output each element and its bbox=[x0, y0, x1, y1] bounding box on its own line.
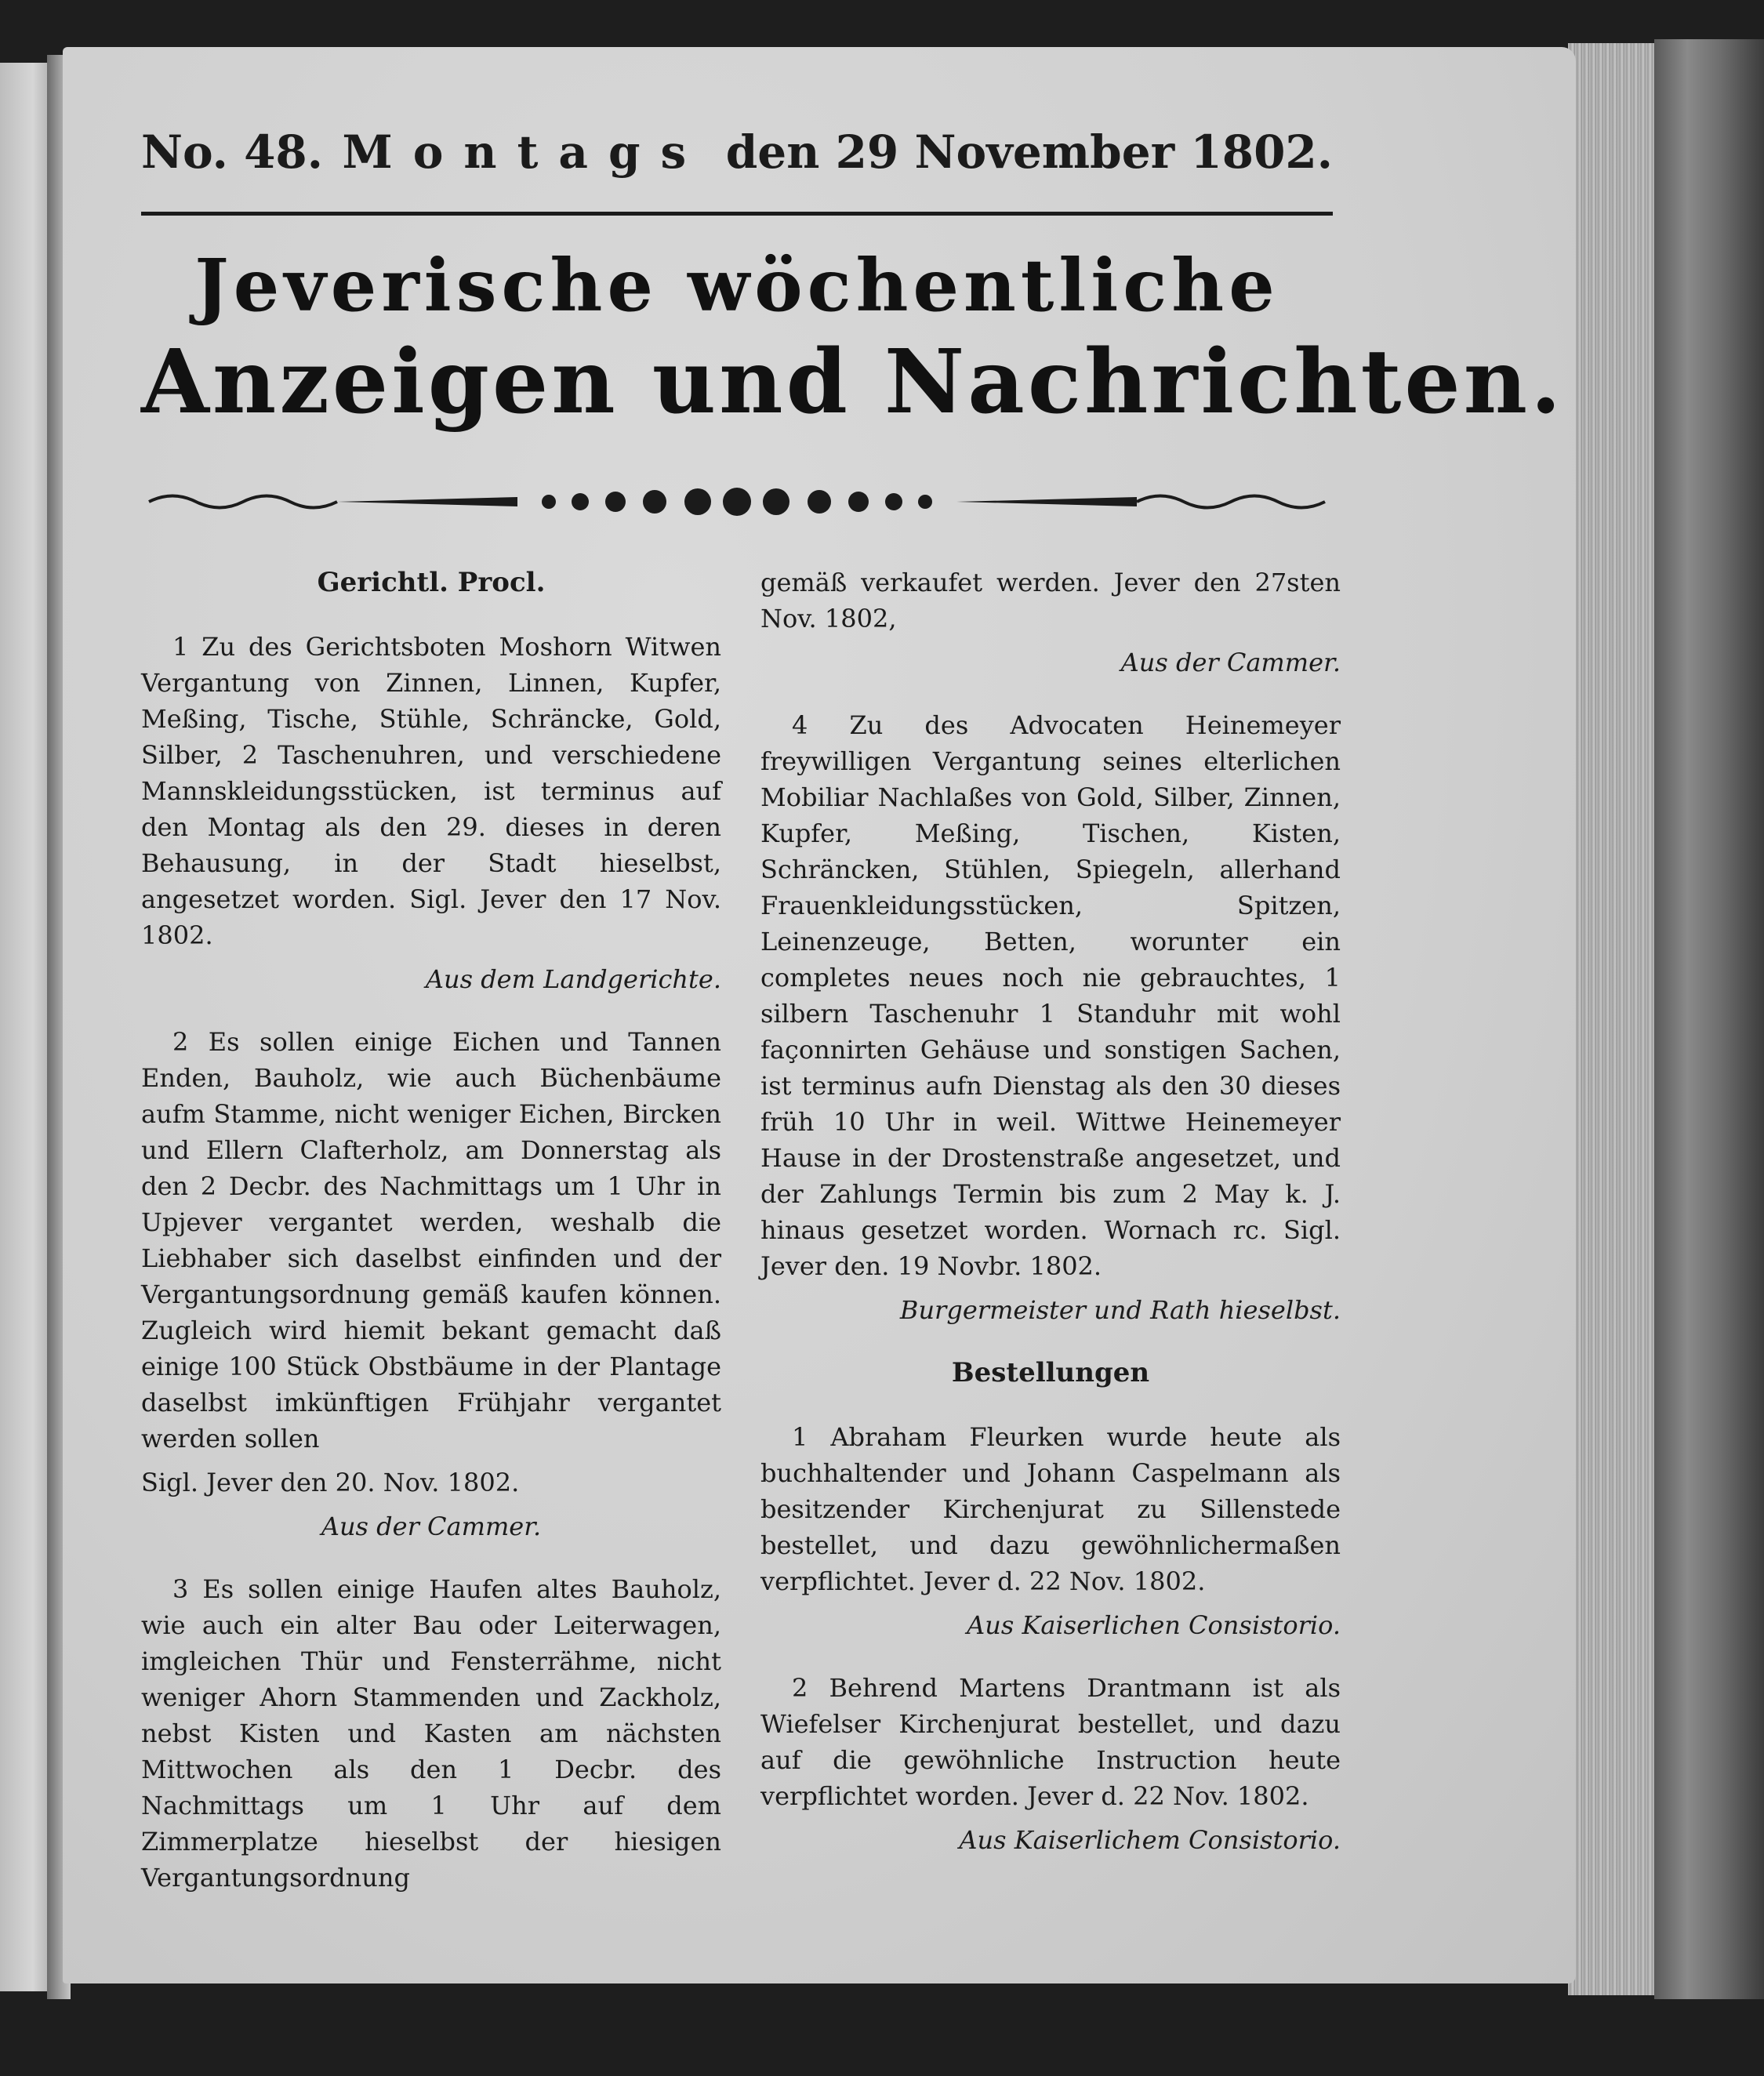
notice-1-signature: Aus dem Landgerichte. bbox=[425, 964, 721, 994]
left-column bbox=[141, 564, 721, 1904]
notice-3-text: 3 Es sollen einige Haufen altes Bauholz, wie auch ein alter Bau oder Leiterwagen, imgleichen Thür und Fensterrähme, nicht weniger Ahorn Stammenden und Zackholz, nebst Kisten und Kasten am nächsten Mittwochen als den 1 Decbr. des Nachmittags um 1 Uhr auf dem Zimmerplatze hieselbst der hiesigen Vergantungsordnung bbox=[141, 1574, 721, 1893]
issue-date: den 29 November 1802. bbox=[725, 125, 1333, 179]
appointment-1-text: 1 Abraham Fleurken wurde heute als buchhaltender und Johann Caspelmann als besitzender Kirchenjurat zu Sillenstede bestellet, und dazu gewöhnlichermaßen verpflichtet. Jever d. 22 Nov. 1802. bbox=[760, 1422, 1341, 1596]
masthead bbox=[141, 125, 1333, 204]
notice-1-text: 1 Zu des Gerichtsboten Moshorn Witwen Vergantung von Zinnen, Linnen, Kupfer, Meßing, Tische, Stühle, Schräncke, Gold, Silber, 2 Taschenuhren, und verschiedene Mannskleidungsstücken, ist terminus auf den Montag als den 29. dieses in deren Behausung, in der Stadt hieselbst, angesetzet worden. Sigl. Jever den 17 Nov. 1802. bbox=[141, 632, 721, 950]
masthead-rule bbox=[141, 212, 1333, 216]
notice-2-signature: Aus der Cammer. bbox=[321, 1512, 542, 1541]
issue-day: Montags bbox=[342, 125, 707, 179]
page-stack-edge bbox=[1568, 43, 1662, 1995]
page-content bbox=[141, 125, 1565, 1893]
right-column bbox=[760, 564, 1341, 1885]
issue-number: No. 48. bbox=[141, 125, 323, 179]
notice-3-continuation: gemäß verkaufet werden. Jever den 27sten Nov. 1802, bbox=[760, 568, 1341, 633]
appointment-2-text: 2 Behrend Martens Drantmann ist als Wiefelser Kirchenjurat bestellet, und dazu auf die gewöhnliche Instruction heute verpflichtet worden. Jever d. 22 Nov. 1802. bbox=[760, 1673, 1341, 1811]
newspaper-title-line-1: Jeverische wöchentliche bbox=[194, 243, 1279, 328]
notice-2-dateline: Sigl. Jever den 20. Nov. 1802. bbox=[141, 1468, 520, 1497]
notice-4-signature: Burgermeister und Rath hieselbst. bbox=[899, 1295, 1341, 1325]
notice-2-text: 2 Es sollen einige Eichen und Tannen Enden, Bauholz, wie auch Büchenbäume aufm Stamme, nicht weniger Eichen, Bircken und Ellern Clafterholz, am Donnerstag als den 2 Decbr. des Nachmittags um 1 Uhr in Upjever vergantet werden, weshalb die Liebhaber sich daselbst einfinden und der Vergantungsordnung gemäß kaufen können. Zugleich wird hiemit bekant gemacht daß einige 100 Stück Obstbäume in der Plantage daselbst imkünftigen Frühjahr vergantet werden sollen bbox=[141, 1027, 721, 1454]
notice-3-signature: Aus der Cammer. bbox=[1120, 648, 1341, 677]
newspaper-title-line-2: Anzeigen und Nachrichten. bbox=[141, 331, 1565, 434]
book-binding bbox=[1654, 39, 1764, 1999]
section-heading-court-proclamations: Gerichtl. Procl. bbox=[317, 567, 546, 598]
appointment-2-signature: Aus Kaiserlichem Consistorio. bbox=[959, 1825, 1341, 1855]
section-heading-appointments: Bestellungen bbox=[951, 1357, 1150, 1388]
ornamental-divider bbox=[141, 486, 1333, 517]
appointment-1-signature: Aus Kaiserlichen Consistorio. bbox=[967, 1610, 1341, 1640]
notice-4-text: 4 Zu des Advocaten Heinemeyer freywilligen Vergantung seines elterlichen Mobiliar Nachlaßes von Gold, Silber, Zinnen, Kupfer, Meßing, Tischen, Kisten, Schräncken, Stühlen, Spiegeln, allerhand Frauenkleidungsstücken, Spitzen, Leinenzeuge, Betten, worunter ein completes neues noch nie gebrauchtes, 1 silbern Taschenuhr 1 Standuhr mit wohl façonnirten Gehäuse und sonstigen Sachen, ist terminus aufn Dienstag als den 30 dieses früh 10 Uhr in weil. Wittwe Heinemeyer Hause in der Drostenstraße angesetzet, und der Zahlungs Termin bis zum 2 May k. J. hinaus gesetzet worden. Wornach rc. Sigl. Jever den. 19 Novbr. 1802. bbox=[760, 710, 1341, 1281]
